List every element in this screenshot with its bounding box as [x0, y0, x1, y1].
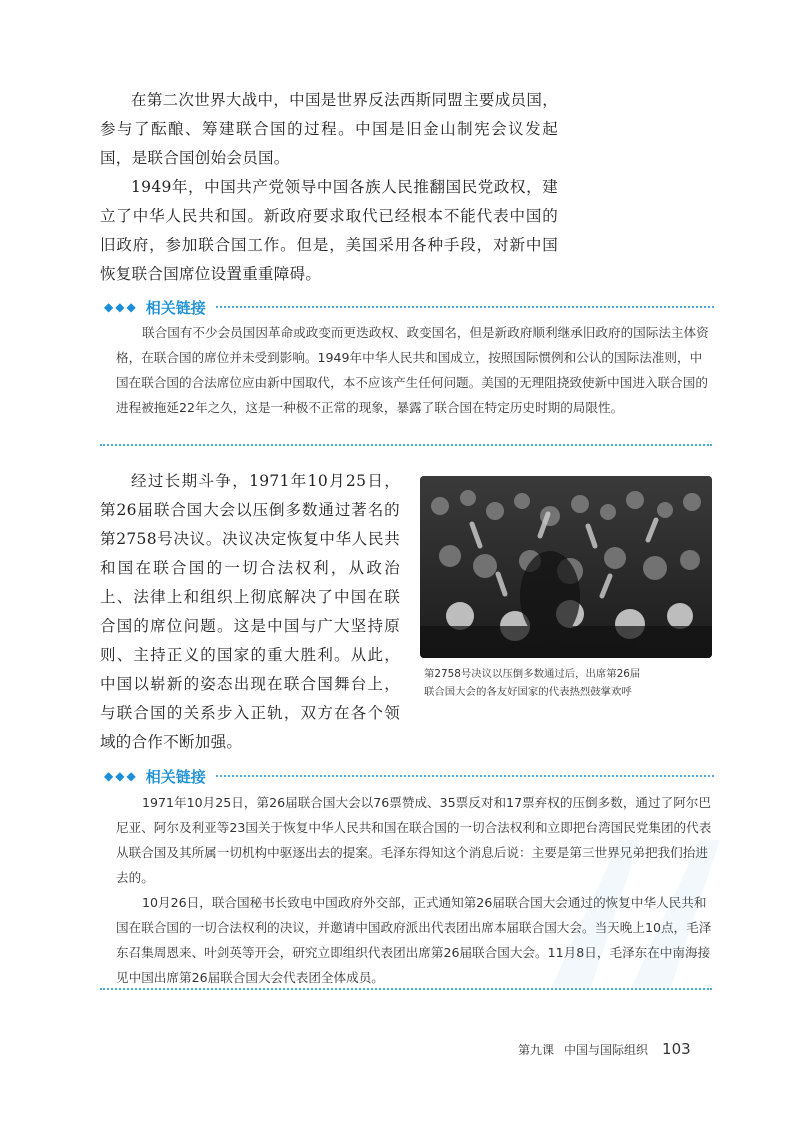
related-link-body-1	[116, 320, 712, 420]
caption-line-2: 联合国大会的各友好国家的代表热烈鼓掌欢呼	[424, 686, 632, 698]
related-link-text: 联合国有不少会员国因革命或政变而更迭政权、政变国名，但是新政府顺利继承旧政府的国际法主体资格，在联合国的席位并未受到影响。1949年中华人民共和国成立，按照国际惯例和公认的国际法准则，中国在联合国的合法席位应由新中国取代，本不应该产生任何问题。美国的无理阻挠致使新中国进入联合国的进程被拖延22年之久，这是一种极不正常的现象，暴露了联合国在特定历史时期的局限性。	[116, 325, 709, 415]
footer-title: 中国与国际组织	[564, 1043, 649, 1057]
caption-line-1: 第2758号决议以压倒多数通过后，出席第26届	[424, 668, 641, 680]
related-link-header-2	[104, 766, 714, 786]
page-number: 103	[662, 1040, 691, 1058]
dotted-divider	[100, 444, 712, 446]
crowd-applause-image	[420, 476, 712, 658]
photo-caption	[424, 665, 714, 701]
page-footer	[518, 1040, 718, 1058]
paragraph-1971-resolution: 经过长期斗争，1971年10月25日，第26届联合国大会以压倒多数通过著名的第2758号决议。决议决定恢复中华人民共和国在联合国的一切合法权利，从政治上、法律上和组织上彻底解决了中国在联合国的席位问题。这是中国与广大坚持原则、主持正义的国家的重大胜利。从此，中国以崭新的姿态出现在联合国舞台上，与联合国的关系步入正轨，双方在各个领域的合作不断加强。	[100, 472, 400, 751]
related-link-title: 相关链接	[145, 767, 206, 786]
watermark-icon	[530, 820, 760, 1010]
dotted-divider	[216, 775, 714, 777]
related-link-text-1: 1971年10月25日，第26届联合国大会以76票赞成、35票反对和17票弃权的压倒多数，通过了阿尔巴尼亚、阿尔及利亚等23国关于恢复中华人民共和国在联合国的一切合法权利和立即把台湾国民党集团的代表从联合国及其所属一切机构中驱逐出去的提案。毛泽东得知这个消息后说：主要是第三世界兄弟把我们抬进去的。	[116, 795, 712, 885]
paragraph-1949: 1949年，中国共产党领导中国各族人民推翻国民党政权，建立了中华人民共和国。新政府要求取代已经根本不能代表中国的旧政府，参加联合国工作。但是，美国采用各种手段，对新中国恢复联合国席位设置重重障碍。	[100, 178, 558, 283]
dotted-divider	[216, 306, 714, 308]
diamond-bullets-icon: ◆◆◆	[104, 769, 138, 783]
related-link-title: 相关链接	[145, 298, 206, 317]
paragraph-ww2: 在第二次世界大战中，中国是世界反法西斯同盟主要成员国，参与了酝酿、筹建联合国的过程。中国是旧金山制宪会议发起国，是联合国创始会员国。	[100, 91, 558, 167]
un-assembly-photo	[420, 476, 712, 658]
related-link-text-2: 10月26日，联合国秘书长致电中国政府外交部，正式通知第26届联合国大会通过的恢复中华人民共和国在联合国的一切合法权利的决议，并邀请中国政府派出代表团出席本届联合国大会。当天晚上10点，毛泽东召集周恩来、叶剑英等开会，研究立即组织代表团出席第26届联合国大会。11月8日，毛泽东在中南海接见中国出席第26届联合国大会代表团全体成员。	[116, 895, 712, 985]
diamond-bullets-icon: ◆◆◆	[104, 300, 138, 314]
related-link-header-1	[104, 297, 714, 317]
footer-chapter: 第九课	[518, 1043, 555, 1057]
